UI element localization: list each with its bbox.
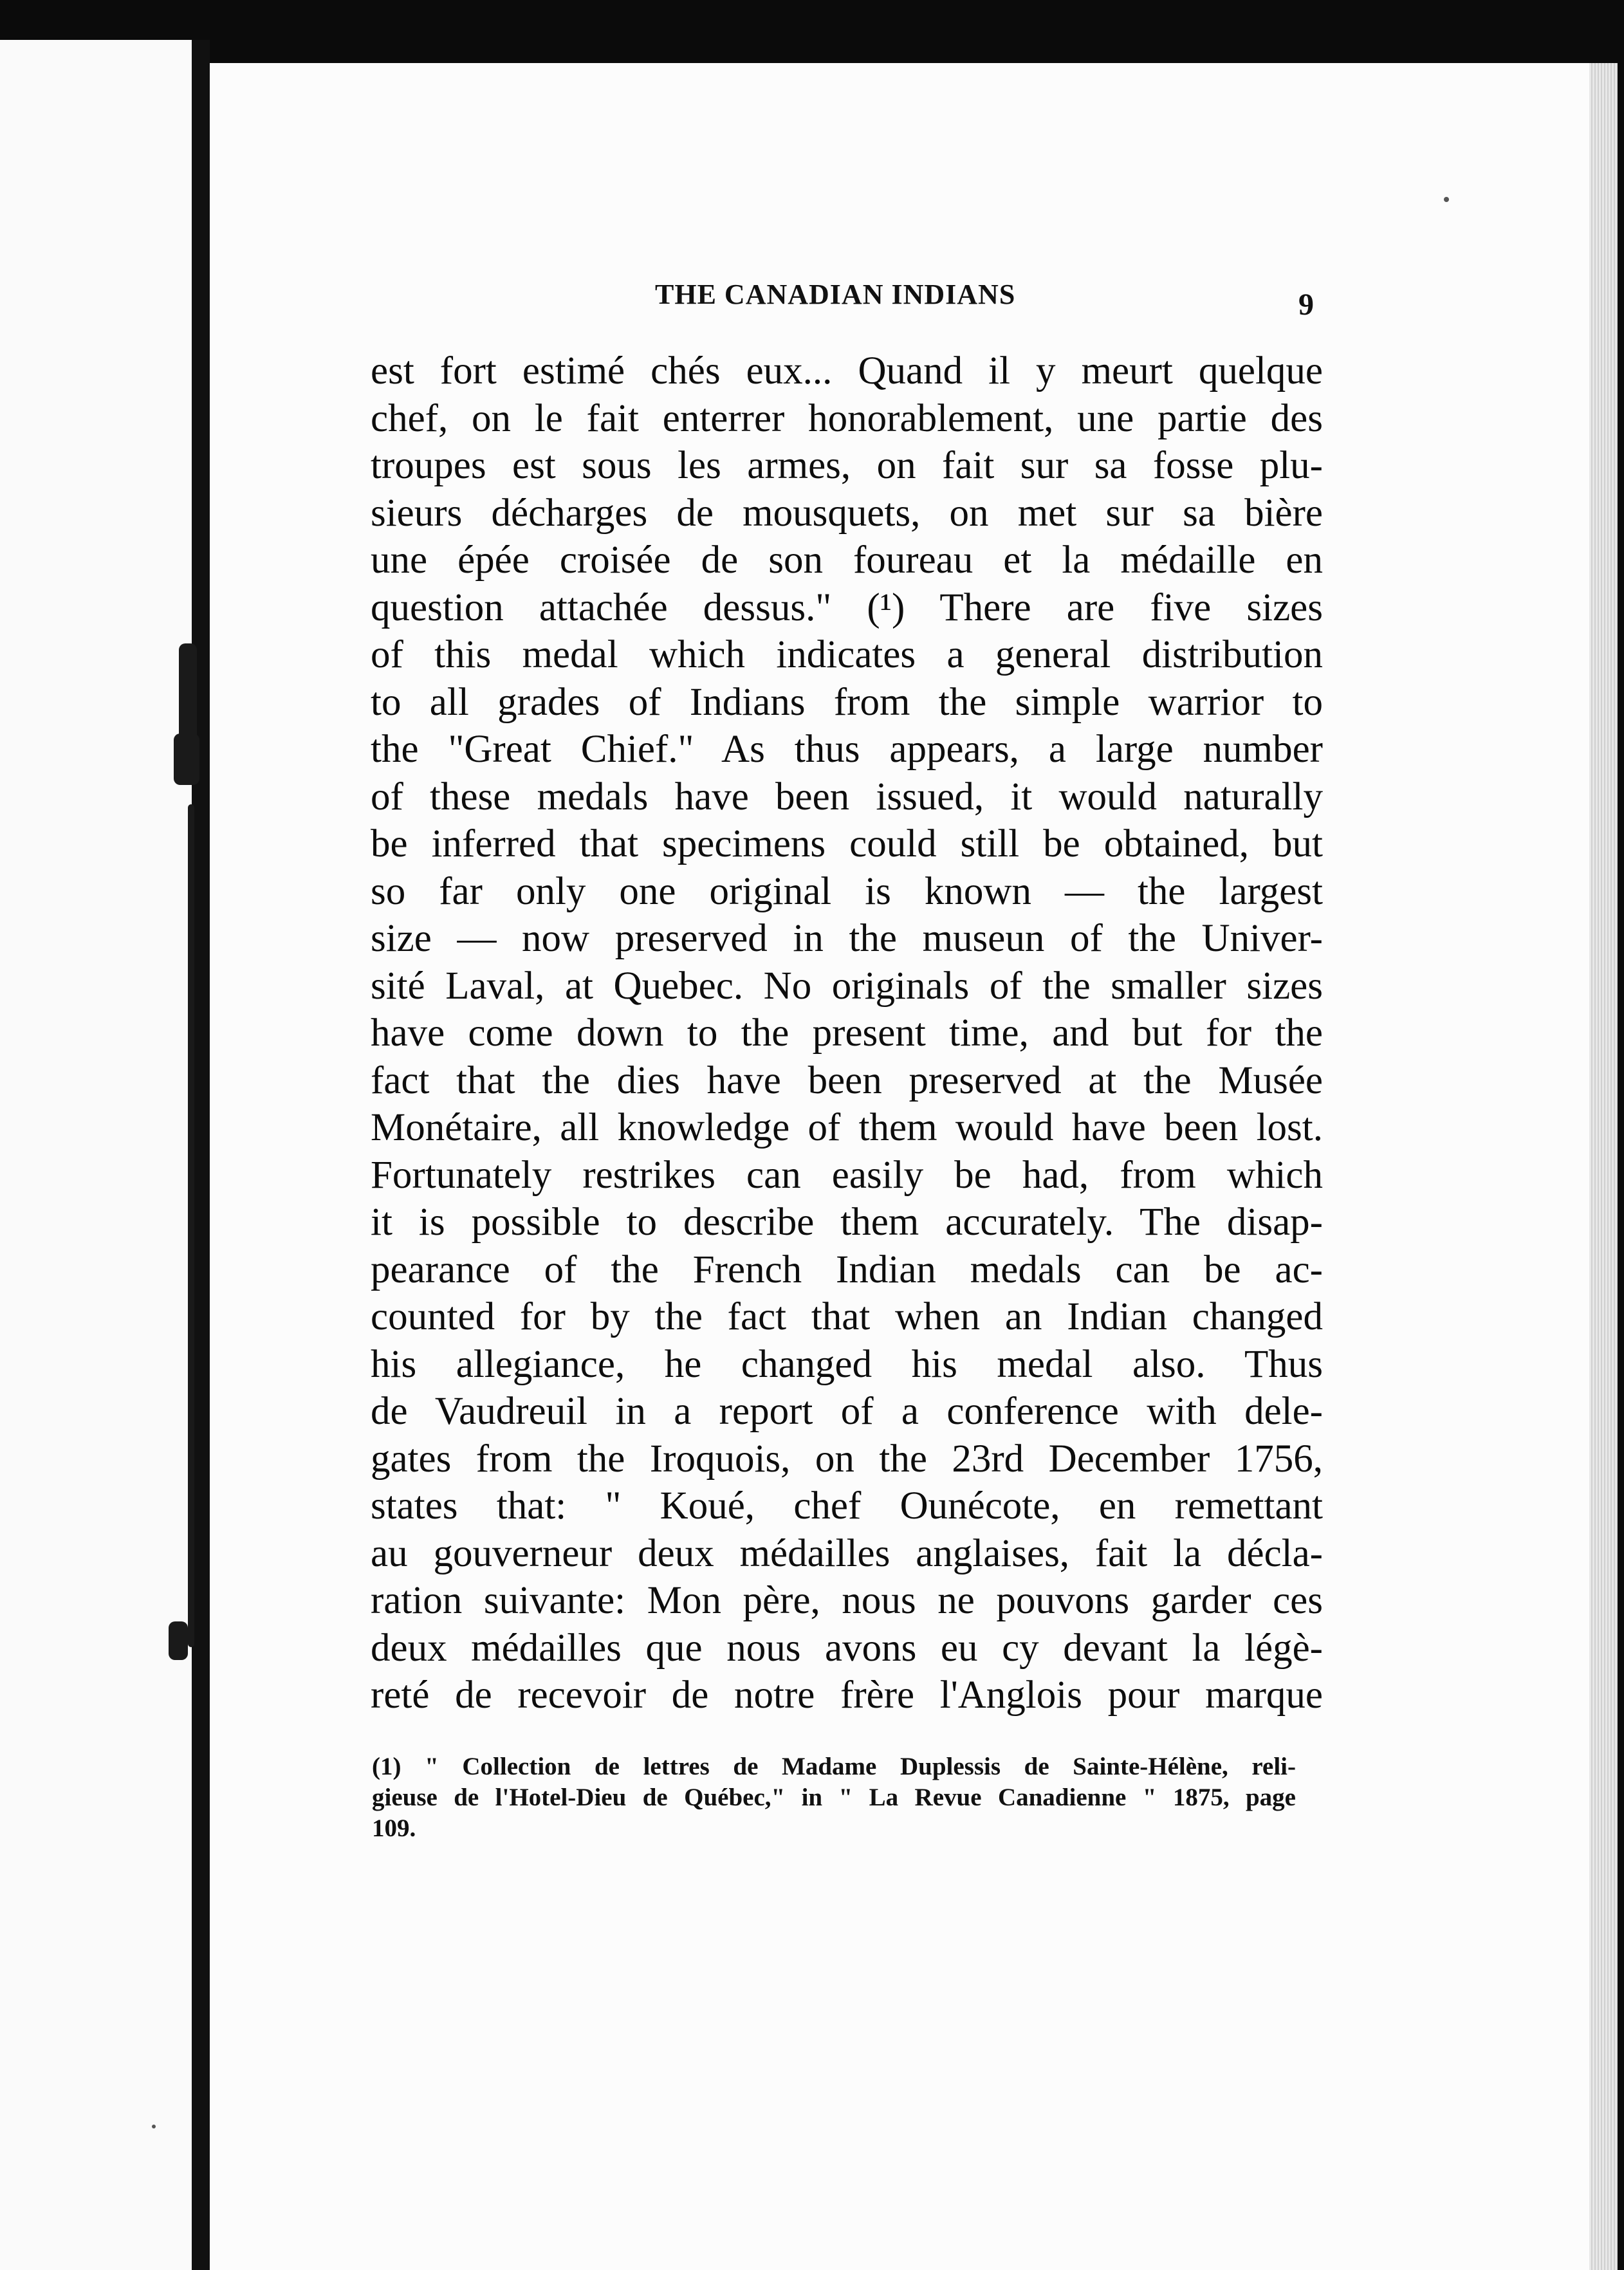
page-edge	[1589, 63, 1618, 2270]
paper-speck	[1444, 197, 1449, 202]
body-line: de Vaudreuil in a report of a conference with dele-	[371, 1390, 1323, 1433]
paper-speck	[152, 2125, 156, 2128]
binding-mark	[169, 1621, 188, 1660]
book-gutter	[192, 40, 210, 2270]
body-line: sieurs décharges de mousquets, on met sur sa bière	[371, 491, 1323, 535]
body-line: pearance of the French Indian medals can be ac-	[371, 1248, 1323, 1291]
left-page	[0, 40, 192, 2270]
body-line: est fort estimé chés eux... Quand il y meurt quelque	[371, 349, 1323, 392]
body-line: au gouverneur deux médailles anglaises, fait la décla-	[371, 1531, 1323, 1575]
body-line: fact that the dies have been preserved at the Musée	[371, 1058, 1323, 1102]
footnote	[372, 1751, 1296, 1844]
body-line: Monétaire, all knowledge of them would have been lost.	[371, 1106, 1323, 1149]
body-line: have come down to the present time, and but for the	[371, 1011, 1323, 1055]
page-number: 9	[1298, 288, 1314, 322]
body-line: states that: " Koué, chef Ounécote, en remettant	[371, 1484, 1323, 1527]
body-line: size — now preserved in the museun of the Univer-	[371, 917, 1323, 960]
footnote-line: gieuse de l'Hotel-Dieu de Québec," in " La Revue Canadienne " 1875, page	[372, 1784, 1296, 1811]
body-line: ration suivante: Mon père, nous ne pouvons garder ces	[371, 1579, 1323, 1622]
body-line: gates from the Iroquois, on the 23rd December 1756,	[371, 1437, 1323, 1481]
body-line: be inferred that specimens could still be obtained, but	[371, 822, 1323, 865]
binding-mark	[188, 804, 194, 1647]
footnote-line: (1) " Collection de lettres de Madame Duplessis de Sainte-Hélène, reli-	[372, 1753, 1296, 1780]
body-line: so far only one original is known — the largest	[371, 869, 1323, 913]
body-line: une épée croisée de son foureau et la médaille en	[371, 539, 1323, 582]
body-line: deux médailles que nous avons eu cy devant la légè-	[371, 1626, 1323, 1670]
body-line: question attachée dessus." (¹) There are five sizes	[371, 586, 1323, 629]
body-line: counted for by the fact that when an Indian changed	[371, 1295, 1323, 1338]
binding-mark	[174, 734, 199, 785]
body-line: of these medals have been issued, it would naturally	[371, 775, 1323, 818]
body-line: to all grades of Indians from the simple warrior to	[371, 680, 1323, 724]
body-line: the "Great Chief." As thus appears, a large number	[371, 728, 1323, 771]
body-text	[371, 347, 1323, 1719]
body-line: reté de recevoir de notre frère l'Anglois pour marque	[371, 1674, 1323, 1717]
body-line: troupes est sous les armes, on fait sur sa fosse plu-	[371, 444, 1323, 487]
body-line: of this medal which indicates a general distribution	[371, 633, 1323, 676]
body-line: chef, on le fait enterrer honorablement, une partie des	[371, 396, 1323, 440]
footnote-line: 109.	[372, 1814, 416, 1842]
body-line: Fortunately restrikes can easily be had, from which	[371, 1153, 1323, 1197]
body-line: sité Laval, at Quebec. No originals of the smaller sizes	[371, 964, 1323, 1008]
running-head: THE CANADIAN INDIANS	[655, 279, 1016, 310]
body-line: it is possible to describe them accurately. The disap-	[371, 1201, 1323, 1244]
body-line: his allegiance, he changed his medal also. Thus	[371, 1342, 1323, 1386]
